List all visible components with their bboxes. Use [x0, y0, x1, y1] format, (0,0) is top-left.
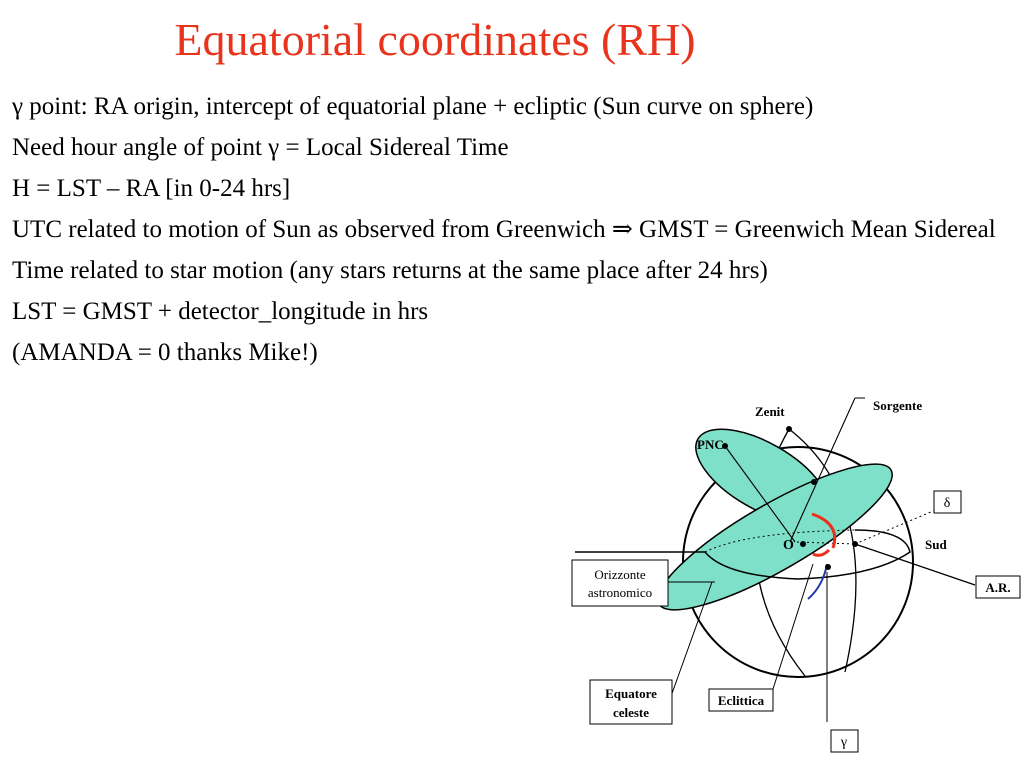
amanda-note-line: (AMANDA = 0 thanks Mike!)	[12, 339, 318, 366]
source-label: Sorgente	[873, 398, 923, 413]
body-text	[12, 86, 1012, 373]
delta-label: δ	[943, 496, 951, 511]
gamma-point	[825, 564, 831, 570]
ecliptic-label: Eclittica	[717, 693, 765, 708]
equator-label-line2: celeste	[612, 705, 650, 720]
ecliptic-leader-line	[773, 564, 813, 689]
slide-title: Equatorial coordinates (RH)	[174, 14, 696, 65]
origin-point	[800, 541, 806, 547]
gmst-line: UTC related to motion of Sun as observed from Greenwich ⇒ GMST = Greenwich Mean Sidereal Time related to star motion (any stars returns at the same place after 24 hrs)	[12, 216, 996, 284]
zenith-label: Zenit	[755, 404, 785, 419]
ra-label: A.R.	[985, 580, 1011, 595]
pole-label: PNC	[697, 437, 724, 452]
zenith-point	[786, 426, 792, 432]
equator-label-line1: Equatore	[605, 686, 657, 701]
gamma-label: γ	[840, 735, 848, 750]
celestial-sphere-diagram	[565, 392, 1024, 768]
horizon-label-line2: astronomico	[587, 585, 653, 600]
origin-label: O	[783, 538, 794, 553]
south-label: Sud	[925, 537, 947, 552]
gamma-point-line: γ point: RA origin, intercept of equatorial plane + ecliptic (Sun curve on sphere)	[12, 93, 814, 120]
hour-angle-line: Need hour angle of point γ = Local Sidereal Time	[12, 134, 509, 161]
ra-pointer-line	[855, 544, 975, 585]
source-point	[811, 479, 817, 485]
horizon-label-line1: Orizzonte	[594, 567, 646, 582]
lst-formula-line: LST = GMST + detector_longitude in hrs	[12, 298, 429, 325]
south-point	[852, 541, 858, 547]
hour-angle-formula-line: H = LST – RA [in 0-24 hrs]	[12, 175, 291, 202]
